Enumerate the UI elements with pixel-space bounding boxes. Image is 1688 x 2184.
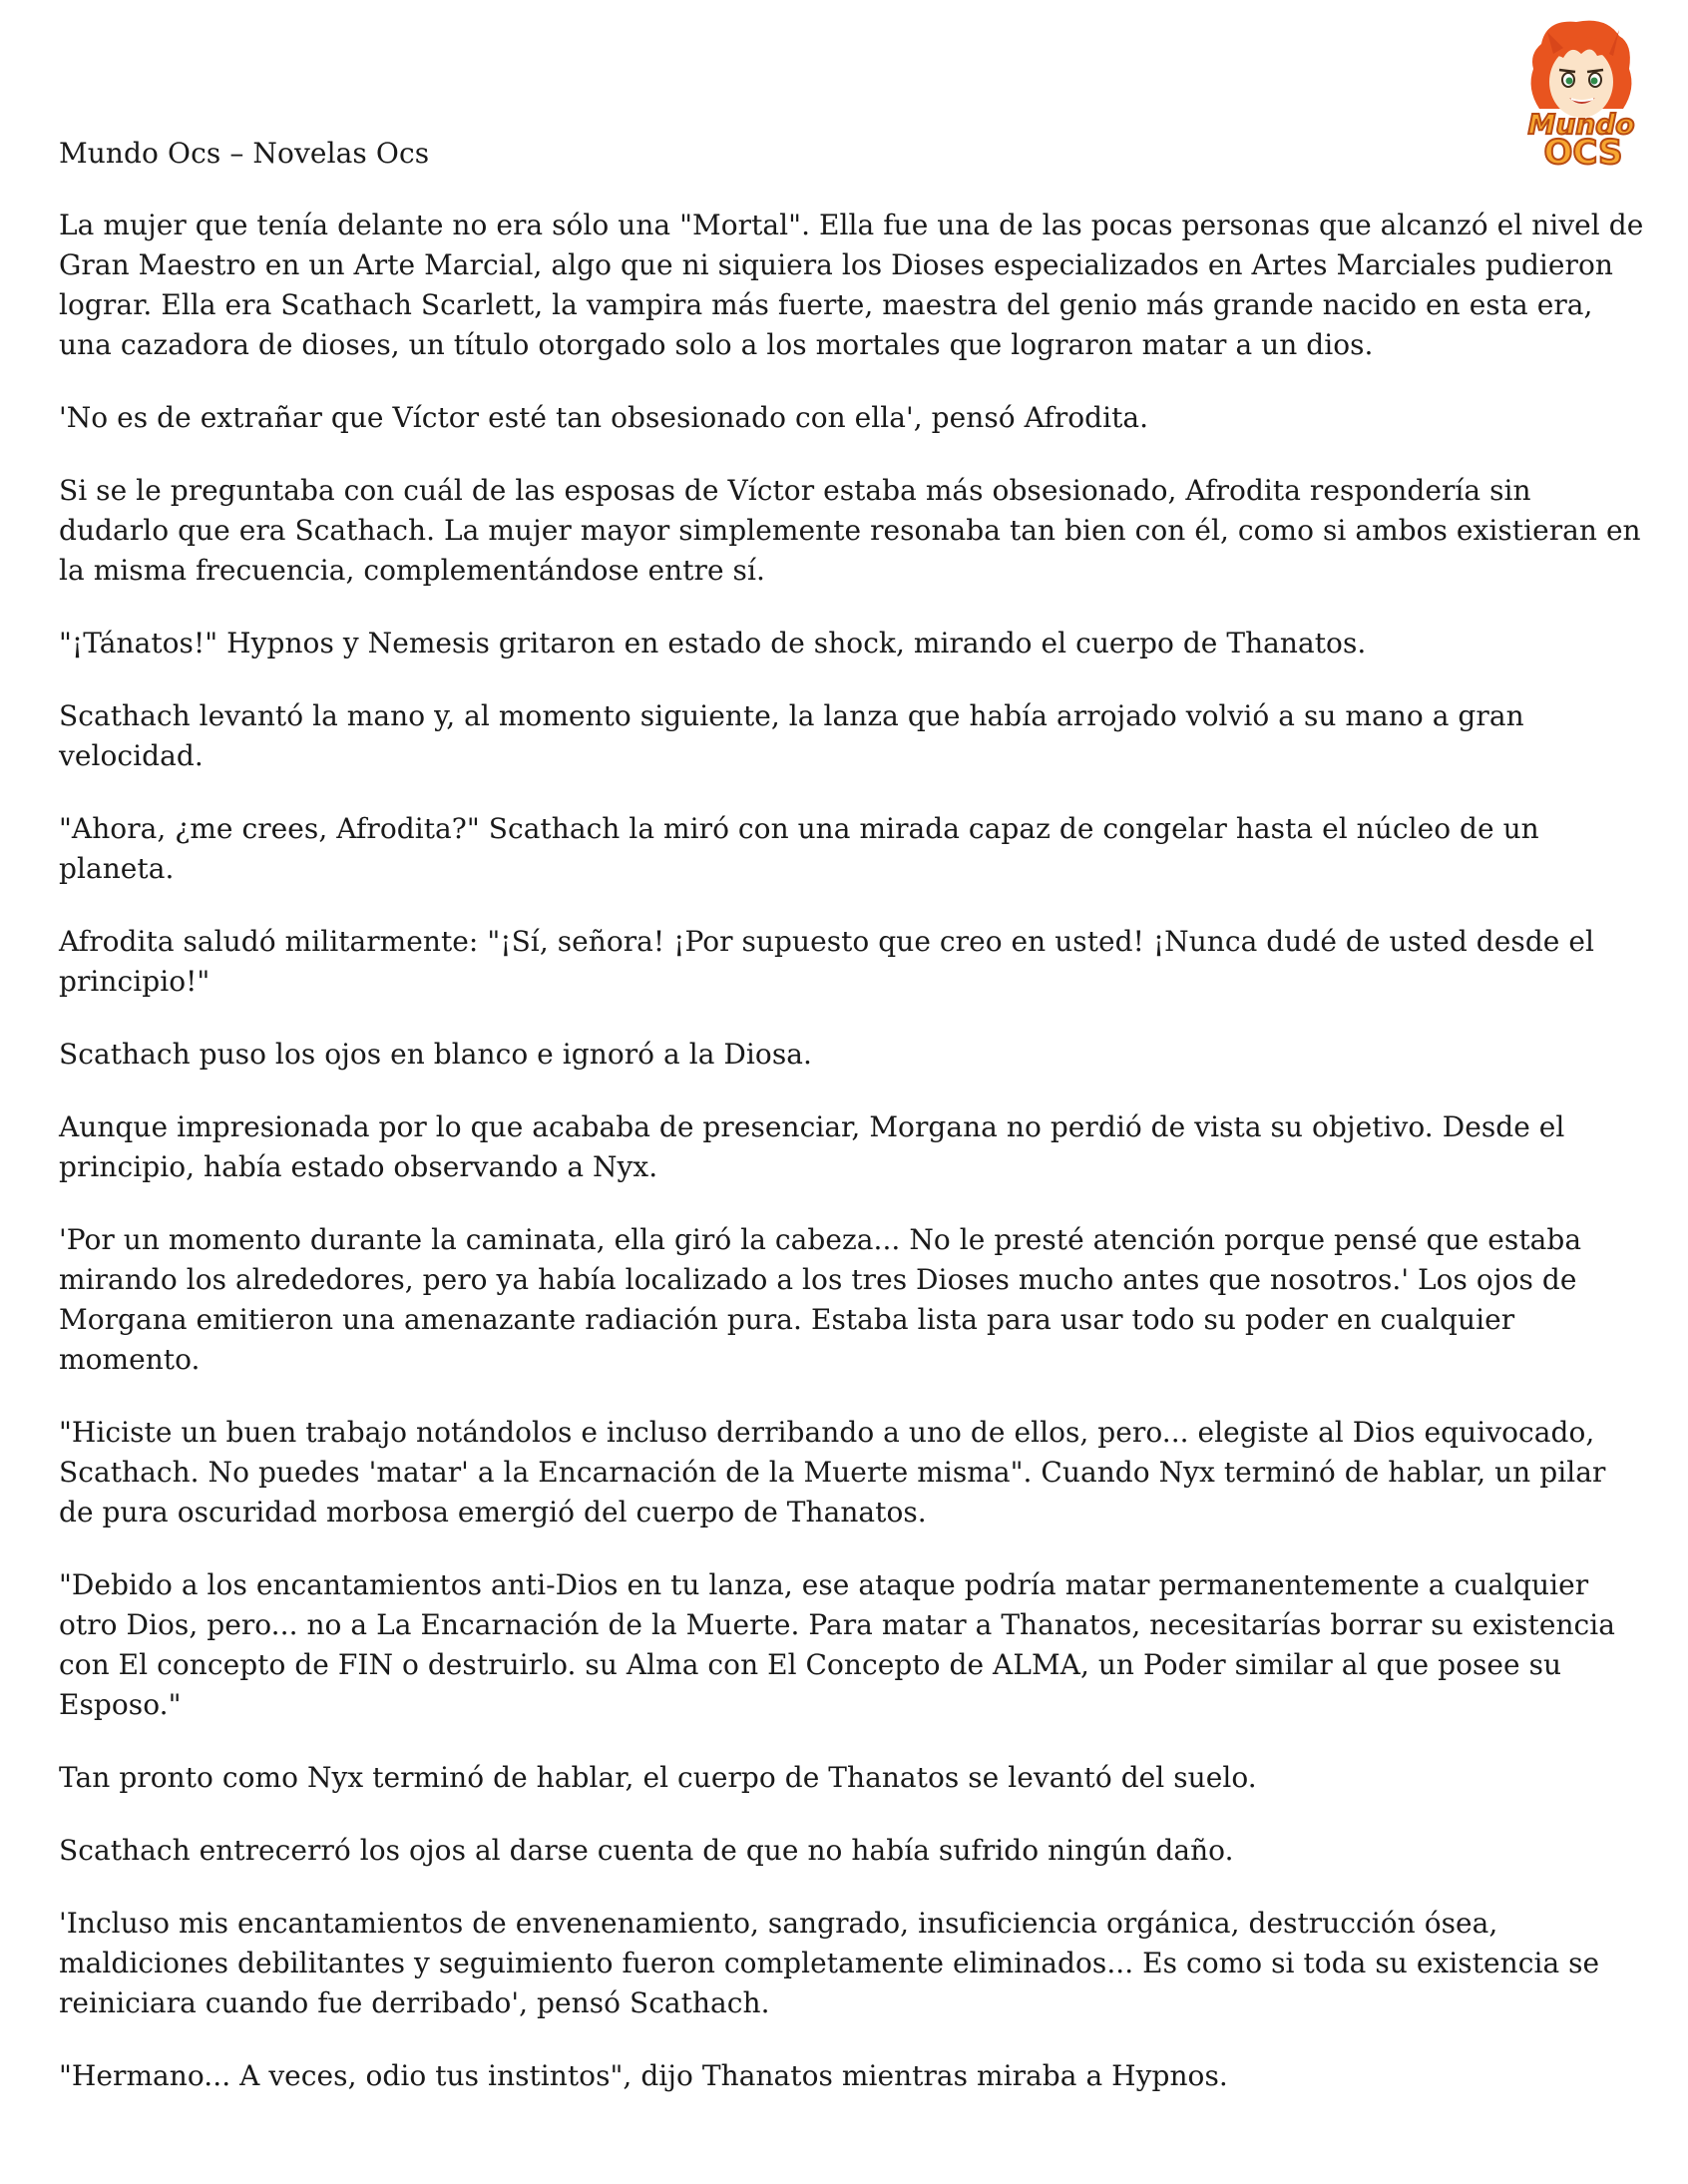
paragraph: Si se le preguntaba con cuál de las esposas de Víctor estaba más obsesionado, Afrodita respondería sin dudarlo que era Scathach. La mujer mayor simplemente resonaba tan bien con él, como si ambos existieran en la misma frecuencia, complementándose entre sí.	[59, 474, 1641, 587]
document-body	[59, 206, 1645, 2129]
paragraph: Scathach levantó la mano y, al momento siguiente, la lanza que había arrojado volvió a su mano a gran velocidad.	[59, 699, 1524, 772]
paragraph: 'Por un momento durante la caminata, ella giró la cabeza... No le presté atención porque pensé que estaba mirando los alrededores, pero ya había localizado a los tres Dioses mucho antes que nosotros.' Los ojos de Morgana emitieron una amenazante radiación pura. Estaba lista para usar todo su poder en cualquier momento.	[59, 1223, 1582, 1376]
paragraph: Tan pronto como Nyx terminó de hablar, el cuerpo de Thanatos se levantó del suelo.	[59, 1761, 1257, 1794]
paragraph: "Ahora, ¿me crees, Afrodita?" Scathach la miró con una mirada capaz de congelar hasta el núcleo de un planeta.	[59, 812, 1539, 885]
paragraph: 'No es de extrañar que Víctor esté tan obsesionado con ella', pensó Afrodita.	[59, 401, 1149, 434]
paragraph: "Hermano... A veces, odio tus instintos", dijo Thanatos mientras miraba a Hypnos.	[59, 2059, 1228, 2092]
paragraph: Afrodita saludó militarmente: "¡Sí, señora! ¡Por supuesto que creo en usted! ¡Nunca dudé de usted desde el principio!"	[59, 925, 1594, 998]
logo-text-line1: Mundo	[1527, 108, 1635, 141]
paragraph: "Hiciste un buen trabajo notándolos e incluso derribando a uno de ellos, pero... elegiste al Dios equivocado, Scathach. No puedes 'matar' a la Encarnación de la Muerte misma". Cuando Nyx terminó de hablar, un pilar de pura oscuridad morbosa emergió del cuerpo de Thanatos.	[59, 1416, 1606, 1529]
paragraph: "¡Tánatos!" Hypnos y Nemesis gritaron en estado de shock, mirando el cuerpo de Thanatos.	[59, 627, 1367, 659]
mundo-ocs-logo	[1501, 14, 1661, 174]
page-header: Mundo Ocs – Novelas Ocs	[59, 137, 430, 170]
paragraph: "Debido a los encantamientos anti-Dios en tu lanza, ese ataque podría matar permanentemente a cualquier otro Dios, pero... no a La Encarnación de la Muerte. Para matar a Thanatos, necesitarías borrar su existencia con El concepto de FIN o destruirlo. su Alma con El Concepto de ALMA, un Poder similar al que posee su Esposo."	[59, 1568, 1616, 1721]
paragraph: Scathach entrecerró los ojos al darse cuenta de que no había sufrido ningún daño.	[59, 1834, 1234, 1867]
paragraph: Scathach puso los ojos en blanco e ignoró a la Diosa.	[59, 1038, 812, 1071]
paragraph: 'Incluso mis encantamientos de envenenamiento, sangrado, insuficiencia orgánica, destrucción ósea, maldiciones debilitantes y seguimiento fueron completamente eliminados... Es como si toda su existencia se reiniciara cuando fue derribado', pensó Scathach.	[59, 1907, 1600, 2019]
mascot-logo-icon	[1501, 14, 1661, 174]
logo-text-line2: OCS	[1543, 133, 1623, 173]
paragraph: La mujer que tenía delante no era sólo una "Mortal". Ella fue una de las pocas personas que alcanzó el nivel de Gran Maestro en un Arte Marcial, algo que ni siquiera los Dioses especializados en Artes Marciales pudieron lograr. Ella era Scathach Scarlett, la vampira más fuerte, maestra del genio más grande nacido en esta era, una cazadora de dioses, un título otorgado solo a los mortales que lograron matar a un dios.	[59, 209, 1644, 361]
paragraph: Aunque impresionada por lo que acababa de presenciar, Morgana no perdió de vista su objetivo. Desde el principio, había estado observando a Nyx.	[59, 1110, 1565, 1183]
